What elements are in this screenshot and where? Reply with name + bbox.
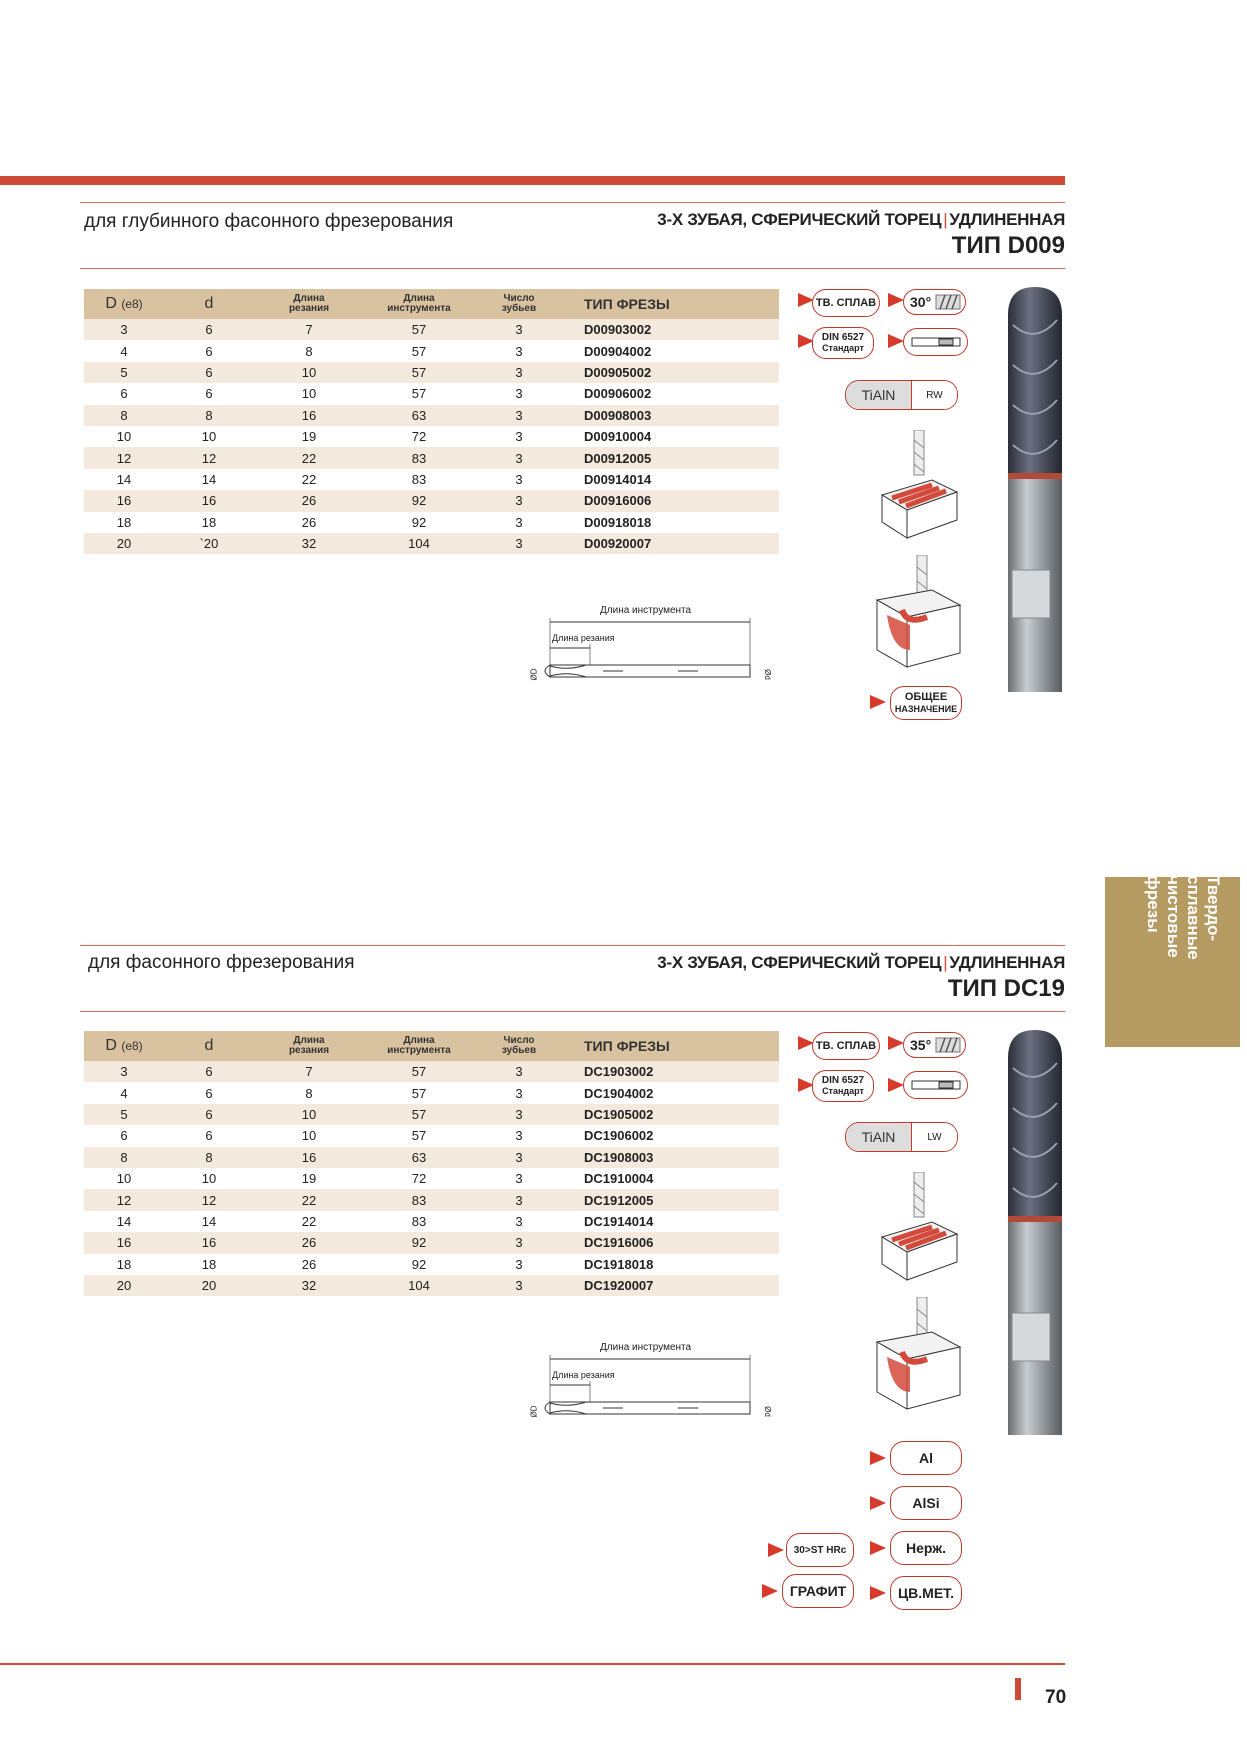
cell-teeth: 3 xyxy=(474,383,564,404)
table-row xyxy=(84,340,779,361)
general-sub: НАЗНАЧЕНИЕ xyxy=(894,704,958,714)
cell-d: 6 xyxy=(164,1061,254,1082)
cell-d: 8 xyxy=(164,405,254,426)
col-cut-length: Длина резания xyxy=(254,1031,364,1061)
cell-d: 6 xyxy=(164,340,254,361)
shank-flat-badge xyxy=(903,328,968,356)
cell-teeth: 3 xyxy=(474,1147,564,1168)
col-d: d xyxy=(164,289,254,319)
page-number: 70 xyxy=(1045,1687,1067,1708)
material-graphite-badge: ГРАФИТ xyxy=(782,1574,854,1608)
cell-D: 14 xyxy=(84,1211,164,1232)
col-teeth: Число зубьев xyxy=(474,289,564,319)
cell-tool-length: 83 xyxy=(364,447,474,468)
table-header-row xyxy=(84,289,779,319)
cell-d: 14 xyxy=(164,1211,254,1232)
table-row xyxy=(84,1168,779,1189)
cell-d: 16 xyxy=(164,1232,254,1253)
din-label: DIN 6527 xyxy=(821,332,865,343)
cell-cutter-code: DC1916006 xyxy=(564,1232,779,1253)
cell-D: 10 xyxy=(84,1168,164,1189)
table-row xyxy=(84,512,779,533)
table-row xyxy=(84,1254,779,1275)
cell-tool-length: 63 xyxy=(364,1147,474,1168)
cell-tool-length: 92 xyxy=(364,490,474,511)
arrow-icon xyxy=(888,334,904,348)
cavity-milling-illustration xyxy=(872,1297,962,1412)
cell-cutter-code: D00906002 xyxy=(564,383,779,404)
cell-cut-length: 10 xyxy=(254,1125,364,1146)
cell-cutter-code: D00914014 xyxy=(564,469,779,490)
cell-tool-length: 57 xyxy=(364,1082,474,1103)
cell-cutter-code: DC1905002 xyxy=(564,1104,779,1125)
slot-milling-illustration xyxy=(872,1172,962,1287)
shank-flat-icon xyxy=(911,1079,961,1091)
cell-cut-length: 19 xyxy=(254,426,364,447)
section-rule-bottom xyxy=(80,268,1065,269)
table-row xyxy=(84,1275,779,1296)
table-row xyxy=(84,447,779,468)
din-badge xyxy=(812,327,874,359)
cut-length-label: Длина резания xyxy=(552,633,615,643)
cell-cut-length: 8 xyxy=(254,1082,364,1103)
section-rule-bottom xyxy=(80,1011,1065,1012)
material-badge: ТВ. СПЛАВ xyxy=(812,289,880,317)
spec-table xyxy=(84,1031,779,1296)
cell-d: 6 xyxy=(164,1125,254,1146)
cell-cut-length: 22 xyxy=(254,1189,364,1210)
col-D-label: D xyxy=(105,1037,117,1054)
cell-teeth: 3 xyxy=(474,1275,564,1296)
cell-d: 6 xyxy=(164,1082,254,1103)
material-nonferrous-badge: ЦВ.МЕТ. xyxy=(890,1576,962,1610)
cell-cut-length: 22 xyxy=(254,1211,364,1232)
cell-d: 8 xyxy=(164,1147,254,1168)
general-label: ОБЩЕЕ xyxy=(904,691,948,703)
table-header-row xyxy=(84,1031,779,1061)
coating-sub: RW xyxy=(911,381,957,409)
header-part-b: УДЛИНЕННАЯ xyxy=(949,953,1065,972)
cell-cut-length: 22 xyxy=(254,447,364,468)
cell-tool-length: 57 xyxy=(364,1061,474,1082)
helix-angle-value: 35° xyxy=(910,1037,932,1053)
table-row xyxy=(84,383,779,404)
cell-cut-length: 10 xyxy=(254,1104,364,1125)
cell-cutter-code: D00910004 xyxy=(564,426,779,447)
cell-teeth: 3 xyxy=(474,1232,564,1253)
cell-cutter-code: DC1908003 xyxy=(564,1147,779,1168)
col-cutter-type: ТИП ФРЕЗЫ xyxy=(564,1031,779,1061)
material-al-badge: Al xyxy=(890,1441,962,1475)
coating-badge xyxy=(845,1122,958,1152)
tool-length-label: Длина инструмента xyxy=(600,1342,692,1353)
cell-d: 6 xyxy=(164,319,254,340)
cell-cut-length: 22 xyxy=(254,469,364,490)
arrow-icon xyxy=(888,293,904,307)
cell-d: 20 xyxy=(164,1275,254,1296)
side-tab-line: сплавные xyxy=(1184,875,1203,960)
cell-teeth: 3 xyxy=(474,340,564,361)
cell-d: 6 xyxy=(164,362,254,383)
cell-d: 10 xyxy=(164,426,254,447)
slot-milling-illustration xyxy=(872,430,962,545)
section-header xyxy=(657,210,1065,260)
section-rule-top xyxy=(80,945,1065,946)
cell-teeth: 3 xyxy=(474,1104,564,1125)
table-body xyxy=(84,1061,779,1296)
cell-teeth: 3 xyxy=(474,426,564,447)
cell-cutter-code: D00918018 xyxy=(564,512,779,533)
arrow-icon xyxy=(870,695,886,709)
cell-d: 18 xyxy=(164,512,254,533)
table-row xyxy=(84,1147,779,1168)
din-sub: Стандарт xyxy=(822,1086,864,1096)
header-description xyxy=(657,210,1065,230)
cell-tool-length: 72 xyxy=(364,426,474,447)
din-sub: Стандарт xyxy=(822,343,864,353)
cell-D: 18 xyxy=(84,512,164,533)
cell-tool-length: 57 xyxy=(364,319,474,340)
din-label: DIN 6527 xyxy=(821,1075,865,1086)
col-D xyxy=(84,1031,164,1061)
cell-cut-length: 10 xyxy=(254,383,364,404)
cell-D: 5 xyxy=(84,1104,164,1125)
cell-cut-length: 32 xyxy=(254,1275,364,1296)
table-row xyxy=(84,362,779,383)
cell-cutter-code: DC1906002 xyxy=(564,1125,779,1146)
coating-badge xyxy=(845,380,958,410)
top-accent-bar xyxy=(0,176,1065,185)
cell-teeth: 3 xyxy=(474,1189,564,1210)
page-number-marker xyxy=(1015,1678,1021,1700)
col-D-label: D xyxy=(105,295,117,312)
cell-D: 16 xyxy=(84,1232,164,1253)
helix-angle-badge xyxy=(903,1032,966,1058)
header-part-a: 3-Х ЗУБАЯ, СФЕРИЧЕСКИЙ ТОРЕЦ xyxy=(657,210,942,229)
header-part-b: УДЛИНЕННАЯ xyxy=(949,210,1065,229)
cell-tool-length: 57 xyxy=(364,1125,474,1146)
col-D-sub: (e8) xyxy=(121,1039,143,1053)
coating-label: TiAlN xyxy=(846,1123,911,1151)
helix-angle-value: 30° xyxy=(910,294,932,310)
cell-d: 18 xyxy=(164,1254,254,1275)
cell-D: 14 xyxy=(84,469,164,490)
section-rule-top xyxy=(80,202,1065,203)
cell-tool-length: 57 xyxy=(364,1104,474,1125)
cell-cutter-code: D00903002 xyxy=(564,319,779,340)
table-row xyxy=(84,319,779,340)
cell-D: 4 xyxy=(84,1082,164,1103)
col-D xyxy=(84,289,164,319)
cell-tool-length: 104 xyxy=(364,533,474,554)
cell-tool-length: 83 xyxy=(364,1189,474,1210)
arrow-icon xyxy=(888,1078,904,1092)
cell-cutter-code: DC1920007 xyxy=(564,1275,779,1296)
coating-label: TiAlN xyxy=(846,381,911,409)
cell-D: 6 xyxy=(84,1125,164,1146)
cell-D: 10 xyxy=(84,426,164,447)
col-tool-length: Длина инструмента xyxy=(364,1031,474,1061)
cell-cutter-code: DC1903002 xyxy=(564,1061,779,1082)
cell-teeth: 3 xyxy=(474,319,564,340)
type-title: ТИП D009 xyxy=(951,232,1065,259)
side-tab-line: Твердо- xyxy=(1204,875,1223,942)
cell-d: 12 xyxy=(164,1189,254,1210)
cell-D: 4 xyxy=(84,340,164,361)
header-part-a: 3-Х ЗУБАЯ, СФЕРИЧЕСКИЙ ТОРЕЦ xyxy=(657,953,942,972)
cell-cut-length: 26 xyxy=(254,490,364,511)
cell-teeth: 3 xyxy=(474,1211,564,1232)
cell-tool-length: 57 xyxy=(364,383,474,404)
cell-d: `20 xyxy=(164,533,254,554)
material-alsi-badge: AlSi xyxy=(890,1486,962,1520)
cell-cut-length: 19 xyxy=(254,1168,364,1189)
cell-tool-length: 92 xyxy=(364,1232,474,1253)
section-header xyxy=(657,953,1065,1003)
arrow-icon xyxy=(870,1496,886,1510)
header-separator: | xyxy=(943,953,948,972)
cell-D: 8 xyxy=(84,405,164,426)
shank-flat-icon xyxy=(911,336,961,348)
cell-d: 6 xyxy=(164,1104,254,1125)
side-tab-text xyxy=(1123,875,1223,1035)
material-badge: ТВ. СПЛАВ xyxy=(812,1032,880,1060)
table-row xyxy=(84,1232,779,1253)
table-row xyxy=(84,533,779,554)
table-row xyxy=(84,1061,779,1082)
cell-D: 16 xyxy=(84,490,164,511)
end-mill-image xyxy=(1005,285,1065,695)
cell-cutter-code: DC1910004 xyxy=(564,1168,779,1189)
cell-D: 6 xyxy=(84,383,164,404)
cell-d: 12 xyxy=(164,447,254,468)
helix-icon xyxy=(935,293,961,311)
arrow-icon xyxy=(870,1451,886,1465)
spec-table xyxy=(84,289,779,554)
arrow-icon xyxy=(888,1036,904,1050)
table-row xyxy=(84,1189,779,1210)
cell-D: 8 xyxy=(84,1147,164,1168)
cell-D: 12 xyxy=(84,1189,164,1210)
cell-teeth: 3 xyxy=(474,533,564,554)
cell-teeth: 3 xyxy=(474,447,564,468)
diameter-d-label: Ød xyxy=(762,1406,772,1417)
table-row xyxy=(84,469,779,490)
side-tab-line: чистовые xyxy=(1164,875,1183,958)
din-badge xyxy=(812,1070,874,1102)
cell-D: 12 xyxy=(84,447,164,468)
cell-cutter-code: DC1918018 xyxy=(564,1254,779,1275)
cell-d: 6 xyxy=(164,383,254,404)
cell-teeth: 3 xyxy=(474,1125,564,1146)
coating-sub: LW xyxy=(911,1123,957,1151)
arrow-icon xyxy=(870,1586,886,1600)
diameter-D-label: ØD xyxy=(529,1405,539,1418)
diameter-d-label: Ød xyxy=(762,669,772,680)
col-cut-length: Длина резания xyxy=(254,289,364,319)
cell-cutter-code: D00905002 xyxy=(564,362,779,383)
section-subtitle: для фасонного фрезерования xyxy=(88,952,355,973)
cell-D: 20 xyxy=(84,1275,164,1296)
arrow-icon xyxy=(870,1541,886,1555)
cell-cut-length: 26 xyxy=(254,1232,364,1253)
cell-cutter-code: D00904002 xyxy=(564,340,779,361)
cell-cut-length: 7 xyxy=(254,319,364,340)
col-cutter-type: ТИП ФРЕЗЫ xyxy=(564,289,779,319)
table-row xyxy=(84,1125,779,1146)
cell-D: 3 xyxy=(84,319,164,340)
cell-teeth: 3 xyxy=(474,512,564,533)
cell-cutter-code: DC1904002 xyxy=(564,1082,779,1103)
end-mill-image xyxy=(1005,1028,1065,1438)
cavity-milling-illustration xyxy=(872,555,962,670)
cell-teeth: 3 xyxy=(474,405,564,426)
cell-cut-length: 16 xyxy=(254,1147,364,1168)
col-teeth: Число зубьев xyxy=(474,1031,564,1061)
cell-D: 18 xyxy=(84,1254,164,1275)
cell-cut-length: 10 xyxy=(254,362,364,383)
cell-teeth: 3 xyxy=(474,362,564,383)
cell-teeth: 3 xyxy=(474,1168,564,1189)
cell-d: 14 xyxy=(164,469,254,490)
cell-cut-length: 26 xyxy=(254,512,364,533)
cell-teeth: 3 xyxy=(474,1254,564,1275)
section-subtitle: для глубинного фасонного фрезерования xyxy=(84,211,454,232)
cell-tool-length: 104 xyxy=(364,1275,474,1296)
cell-cutter-code: DC1914014 xyxy=(564,1211,779,1232)
cell-tool-length: 83 xyxy=(364,469,474,490)
cell-teeth: 3 xyxy=(474,1061,564,1082)
col-tool-length: Длина инструмента xyxy=(364,289,474,319)
arrow-icon xyxy=(762,1584,778,1598)
header-separator: | xyxy=(943,210,948,229)
cell-cut-length: 8 xyxy=(254,340,364,361)
cell-D: 5 xyxy=(84,362,164,383)
table-body xyxy=(84,319,779,554)
cell-teeth: 3 xyxy=(474,490,564,511)
cell-d: 10 xyxy=(164,1168,254,1189)
cell-D: 3 xyxy=(84,1061,164,1082)
cell-teeth: 3 xyxy=(474,1082,564,1103)
cell-tool-length: 83 xyxy=(364,1211,474,1232)
cell-cut-length: 16 xyxy=(254,405,364,426)
cell-d: 16 xyxy=(164,490,254,511)
cell-tool-length: 72 xyxy=(364,1168,474,1189)
cell-cutter-code: D00908003 xyxy=(564,405,779,426)
cell-cutter-code: DC1912005 xyxy=(564,1189,779,1210)
general-purpose-badge xyxy=(890,686,962,720)
cell-tool-length: 57 xyxy=(364,362,474,383)
arrow-icon xyxy=(768,1543,784,1557)
section-side-tab xyxy=(1105,877,1240,1047)
cell-cut-length: 32 xyxy=(254,533,364,554)
side-tab-line: фрезы xyxy=(1144,875,1163,933)
cell-cut-length: 7 xyxy=(254,1061,364,1082)
footer-rule xyxy=(0,1663,1065,1665)
cell-cut-length: 26 xyxy=(254,1254,364,1275)
table-row xyxy=(84,426,779,447)
header-description xyxy=(657,953,1065,973)
shank-flat-badge xyxy=(903,1071,968,1099)
cell-teeth: 3 xyxy=(474,469,564,490)
cell-cutter-code: D00912005 xyxy=(564,447,779,468)
cell-tool-length: 92 xyxy=(364,512,474,533)
cell-cutter-code: D00920007 xyxy=(564,533,779,554)
table-row xyxy=(84,1211,779,1232)
col-D-sub: (e8) xyxy=(121,297,143,311)
cell-cutter-code: D00916006 xyxy=(564,490,779,511)
helix-angle-badge xyxy=(903,289,966,315)
helix-icon xyxy=(935,1036,961,1054)
table-row xyxy=(84,1104,779,1125)
type-title: ТИП DC19 xyxy=(947,975,1065,1002)
table-row xyxy=(84,405,779,426)
table-row xyxy=(84,1082,779,1103)
table-row xyxy=(84,490,779,511)
cut-length-label: Длина резания xyxy=(552,1370,615,1380)
col-d: d xyxy=(164,1031,254,1061)
cell-D: 20 xyxy=(84,533,164,554)
material-stainless-badge: Нерж. xyxy=(890,1531,962,1565)
cell-tool-length: 63 xyxy=(364,405,474,426)
cell-tool-length: 92 xyxy=(364,1254,474,1275)
tool-length-label: Длина инструмента xyxy=(600,605,692,616)
diameter-D-label: ØD xyxy=(529,668,539,681)
material-hardness-badge: 30>ST HRc xyxy=(786,1533,854,1567)
cell-tool-length: 57 xyxy=(364,340,474,361)
